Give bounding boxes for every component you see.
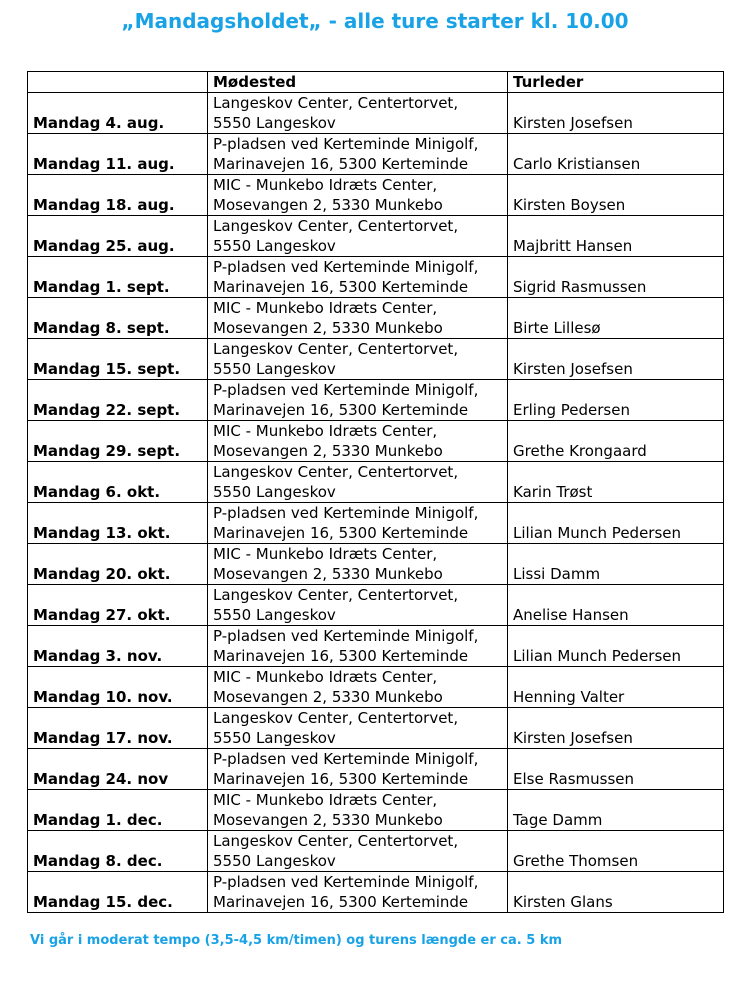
meeting-place-line: MIC - Munkebo Idræts Center, [213,299,438,317]
meeting-place-line: P-pladsen ved Kerteminde Minigolf, [213,750,479,768]
table-row [28,708,724,749]
row-trip-leader: Lilian Munch Pedersen [508,503,724,544]
row-date: Mandag 1. sept. [28,257,208,298]
row-trip-leader: Grethe Thomsen [508,831,724,872]
meeting-place-line: Mosevangen 2, 5330 Munkebo [213,442,443,460]
row-trip-leader: Sigrid Rasmussen [508,257,724,298]
meeting-place-line: P-pladsen ved Kerteminde Minigolf, [213,627,479,645]
meeting-place-line: Marinavejen 16, 5300 Kerteminde [213,278,469,296]
row-meeting-place [208,134,508,175]
row-date: Mandag 29. sept. [28,421,208,462]
row-trip-leader: Majbritt Hansen [508,216,724,257]
row-trip-leader: Lilian Munch Pedersen [508,626,724,667]
meeting-place-line: Marinavejen 16, 5300 Kerteminde [213,155,469,173]
table-row [28,216,724,257]
row-meeting-place [208,339,508,380]
table-row [28,93,724,134]
meeting-place-line: 5550 Langeskov [213,852,336,870]
row-meeting-place [208,749,508,790]
row-meeting-place [208,872,508,913]
row-trip-leader: Birte Lillesø [508,298,724,339]
meeting-place-line: Langeskov Center, Centertorvet, [213,832,459,850]
meeting-place-line: Mosevangen 2, 5330 Munkebo [213,811,443,829]
header-trip-leader: Turleder [508,72,724,93]
row-meeting-place [208,257,508,298]
row-trip-leader: Anelise Hansen [508,585,724,626]
meeting-place-line: P-pladsen ved Kerteminde Minigolf, [213,258,479,276]
row-meeting-place [208,298,508,339]
row-trip-leader: Grethe Krongaard [508,421,724,462]
row-meeting-place [208,790,508,831]
table-row [28,831,724,872]
meeting-place-line: P-pladsen ved Kerteminde Minigolf, [213,504,479,522]
row-date: Mandag 6. okt. [28,462,208,503]
table-row [28,872,724,913]
row-date: Mandag 13. okt. [28,503,208,544]
meeting-place-line: Langeskov Center, Centertorvet, [213,463,459,481]
row-trip-leader: Kirsten Boysen [508,175,724,216]
table-row [28,626,724,667]
row-meeting-place [208,421,508,462]
page-title: „Mandagsholdet„ - alle ture starter kl. 10.00 [121,9,629,33]
meeting-place-line: Mosevangen 2, 5330 Munkebo [213,319,443,337]
meeting-place-line: P-pladsen ved Kerteminde Minigolf, [213,135,479,153]
row-date: Mandag 17. nov. [28,708,208,749]
table-row [28,790,724,831]
row-date: Mandag 24. nov [28,749,208,790]
row-meeting-place [208,667,508,708]
row-date: Mandag 4. aug. [28,93,208,134]
row-trip-leader: Kirsten Josefsen [508,93,724,134]
meeting-place-line: Marinavejen 16, 5300 Kerteminde [213,893,469,911]
table-row [28,339,724,380]
row-meeting-place [208,831,508,872]
row-meeting-place [208,503,508,544]
row-date: Mandag 18. aug. [28,175,208,216]
meeting-place-line: MIC - Munkebo Idræts Center, [213,791,438,809]
row-trip-leader: Erling Pedersen [508,380,724,421]
header-meeting-place: Mødested [208,72,508,93]
header-date [28,72,208,93]
row-meeting-place [208,585,508,626]
row-trip-leader: Carlo Kristiansen [508,134,724,175]
row-date: Mandag 15. dec. [28,872,208,913]
meeting-place-line: Marinavejen 16, 5300 Kerteminde [213,524,469,542]
meeting-place-line: Marinavejen 16, 5300 Kerteminde [213,770,469,788]
row-date: Mandag 25. aug. [28,216,208,257]
row-meeting-place [208,175,508,216]
table-row [28,257,724,298]
schedule-table [27,71,724,913]
row-date: Mandag 10. nov. [28,667,208,708]
table-row [28,585,724,626]
row-date: Mandag 22. sept. [28,380,208,421]
row-trip-leader: Kirsten Glans [508,872,724,913]
row-meeting-place [208,544,508,585]
table-row [28,667,724,708]
row-date: Mandag 8. sept. [28,298,208,339]
table-row [28,749,724,790]
meeting-place-line: Langeskov Center, Centertorvet, [213,709,459,727]
table-row [28,462,724,503]
table-row [28,134,724,175]
meeting-place-line: Langeskov Center, Centertorvet, [213,586,459,604]
meeting-place-line: 5550 Langeskov [213,114,336,132]
table-row [28,544,724,585]
meeting-place-line: Marinavejen 16, 5300 Kerteminde [213,401,469,419]
row-trip-leader: Karin Trøst [508,462,724,503]
meeting-place-line: 5550 Langeskov [213,483,336,501]
schedule-table-body [28,93,724,913]
table-row [28,298,724,339]
footer-note: Vi går i moderat tempo (3,5-4,5 km/timen) og turens længde er ca. 5 km [30,933,563,948]
table-row [28,503,724,544]
row-trip-leader: Tage Damm [508,790,724,831]
row-trip-leader: Lissi Damm [508,544,724,585]
table-row [28,421,724,462]
meeting-place-line: MIC - Munkebo Idræts Center, [213,176,438,194]
row-meeting-place [208,462,508,503]
meeting-place-line: Langeskov Center, Centertorvet, [213,217,459,235]
row-meeting-place [208,216,508,257]
meeting-place-line: MIC - Munkebo Idræts Center, [213,668,438,686]
meeting-place-line: 5550 Langeskov [213,360,336,378]
row-meeting-place [208,626,508,667]
meeting-place-line: MIC - Munkebo Idræts Center, [213,545,438,563]
row-meeting-place [208,93,508,134]
row-meeting-place [208,380,508,421]
row-trip-leader: Kirsten Josefsen [508,708,724,749]
row-date: Mandag 15. sept. [28,339,208,380]
meeting-place-line: P-pladsen ved Kerteminde Minigolf, [213,873,479,891]
row-date: Mandag 11. aug. [28,134,208,175]
row-date: Mandag 20. okt. [28,544,208,585]
meeting-place-line: MIC - Munkebo Idræts Center, [213,422,438,440]
row-date: Mandag 27. okt. [28,585,208,626]
meeting-place-line: Mosevangen 2, 5330 Munkebo [213,196,443,214]
schedule-table-header [28,72,724,93]
meeting-place-line: Mosevangen 2, 5330 Munkebo [213,688,443,706]
row-trip-leader: Else Rasmussen [508,749,724,790]
meeting-place-line: Langeskov Center, Centertorvet, [213,94,459,112]
table-row [28,380,724,421]
row-meeting-place [208,708,508,749]
meeting-place-line: 5550 Langeskov [213,606,336,624]
table-row [28,175,724,216]
meeting-place-line: Marinavejen 16, 5300 Kerteminde [213,647,469,665]
meeting-place-line: 5550 Langeskov [213,237,336,255]
meeting-place-line: 5550 Langeskov [213,729,336,747]
meeting-place-line: Mosevangen 2, 5330 Munkebo [213,565,443,583]
meeting-place-line: Langeskov Center, Centertorvet, [213,340,459,358]
row-trip-leader: Kirsten Josefsen [508,339,724,380]
header-row [28,72,724,93]
row-date: Mandag 1. dec. [28,790,208,831]
meeting-place-line: P-pladsen ved Kerteminde Minigolf, [213,381,479,399]
row-date: Mandag 3. nov. [28,626,208,667]
row-trip-leader: Henning Valter [508,667,724,708]
row-date: Mandag 8. dec. [28,831,208,872]
